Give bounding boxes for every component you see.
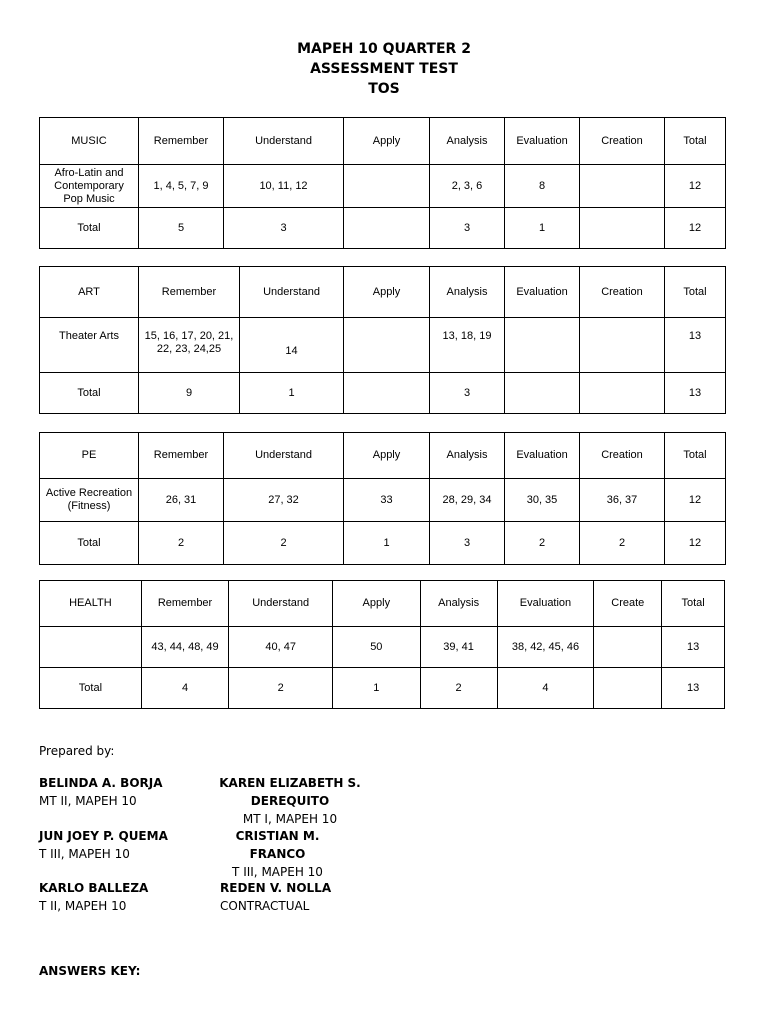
health-table	[39, 580, 725, 709]
header-cell: Understand	[229, 581, 333, 627]
table-row	[40, 479, 726, 522]
answers-key-label: ANSWERS KEY:	[39, 964, 141, 978]
table-cell	[344, 208, 430, 249]
table-total-row	[40, 522, 726, 565]
header-cell: ART	[40, 267, 139, 318]
header-cell: Remember	[139, 433, 224, 479]
table-cell: 2	[229, 668, 333, 709]
table-cell: 3	[430, 522, 505, 565]
signatory	[220, 879, 331, 915]
signatory-name: JUN JOEY P. QUEMA	[39, 829, 168, 843]
table-cell: 12	[665, 208, 726, 249]
table-cell: 50	[333, 627, 420, 668]
table-cell: 2	[505, 522, 580, 565]
prepared-by-label: Prepared by:	[39, 744, 115, 758]
table-cell: 14	[240, 318, 344, 373]
table-cell: 2	[224, 522, 344, 565]
table-cell: 33	[344, 479, 430, 522]
document-title	[0, 39, 768, 99]
signatory-role: T III, MAPEH 10	[39, 847, 130, 861]
signatory	[215, 827, 340, 881]
table-cell: 3	[430, 373, 505, 414]
table-cell: 30, 35	[505, 479, 580, 522]
header-cell: Evaluation	[505, 118, 580, 165]
table-header-row	[40, 581, 725, 627]
table-cell: 3	[430, 208, 505, 249]
signatory	[39, 879, 148, 915]
header-cell: PE	[40, 433, 139, 479]
table-cell: 28, 29, 34	[430, 479, 505, 522]
table-cell	[40, 627, 142, 668]
table-cell: Theater Arts	[40, 318, 139, 373]
table-cell: 12	[665, 165, 726, 208]
header-cell: Evaluation	[497, 581, 594, 627]
header-cell: Apply	[344, 118, 430, 165]
table-cell: 27, 32	[224, 479, 344, 522]
table-cell: 2	[139, 522, 224, 565]
header-cell: Creation	[580, 433, 665, 479]
header-cell: Analysis	[430, 267, 505, 318]
table-cell: 1	[333, 668, 420, 709]
table-cell: 2, 3, 6	[430, 165, 505, 208]
header-cell: Total	[665, 118, 726, 165]
header-cell: Understand	[224, 433, 344, 479]
music-table	[39, 117, 726, 249]
header-cell: Total	[665, 267, 726, 318]
table-cell: 10, 11, 12	[224, 165, 344, 208]
signatory	[195, 774, 385, 828]
signatory	[39, 774, 163, 810]
signatory-role: MT I, MAPEH 10	[242, 812, 338, 826]
table-total-row	[40, 373, 726, 414]
table-cell: 36, 37	[580, 479, 665, 522]
table-cell: 1, 4, 5, 7, 9	[139, 165, 224, 208]
table-cell: 9	[139, 373, 240, 414]
table-cell: 12	[665, 522, 726, 565]
header-cell: Analysis	[430, 118, 505, 165]
table-cell: 43, 44, 48, 49	[141, 627, 228, 668]
table-cell: 4	[497, 668, 594, 709]
table-cell: 26, 31	[139, 479, 224, 522]
table-cell	[344, 165, 430, 208]
table-cell: Active Recreation (Fitness)	[40, 479, 139, 522]
signatory-role: T II, MAPEH 10	[39, 899, 127, 913]
table-header-row	[40, 433, 726, 479]
header-cell: Creation	[580, 267, 665, 318]
signatory-name: BELINDA A. BORJA	[39, 776, 163, 790]
header-cell: Remember	[139, 118, 224, 165]
table-cell: 13, 18, 19	[430, 318, 505, 373]
table-header-row	[40, 267, 726, 318]
header-cell: Apply	[333, 581, 420, 627]
header-cell: HEALTH	[40, 581, 142, 627]
table-cell	[580, 373, 665, 414]
header-cell: Create	[594, 581, 662, 627]
table-cell	[344, 318, 430, 373]
table-cell	[580, 208, 665, 249]
table-row	[40, 627, 725, 668]
header-cell: Total	[662, 581, 725, 627]
table-cell: 1	[344, 522, 430, 565]
table-cell: 38, 42, 45, 46	[497, 627, 594, 668]
table-cell: 3	[224, 208, 344, 249]
header-cell: Analysis	[430, 433, 505, 479]
signatory-name: REDEN V. NOLLA	[220, 881, 332, 895]
header-cell: Remember	[141, 581, 228, 627]
header-cell: Understand	[240, 267, 344, 318]
table-cell: 13	[665, 318, 726, 373]
signatory-role: T III, MAPEH 10	[232, 865, 323, 879]
title-line-2: ASSESSMENT TEST	[310, 61, 458, 77]
table-row	[40, 165, 726, 208]
table-cell	[594, 627, 662, 668]
signatory-name: CRISTIAN M. FRANCO	[235, 829, 320, 861]
art-table	[39, 266, 726, 414]
signatory-name: KARLO BALLEZA	[39, 881, 149, 895]
table-cell	[594, 668, 662, 709]
table-cell: 12	[665, 479, 726, 522]
table-cell: 39, 41	[420, 627, 497, 668]
table-cell: 8	[505, 165, 580, 208]
header-cell: Creation	[580, 118, 665, 165]
table-cell: 13	[665, 373, 726, 414]
table-cell: 5	[139, 208, 224, 249]
table-cell	[580, 318, 665, 373]
table-cell: 2	[420, 668, 497, 709]
pe-table	[39, 432, 726, 565]
table-cell: Total	[40, 522, 139, 565]
header-cell: Evaluation	[505, 267, 580, 318]
table-cell: Afro-Latin and Contemporary Pop Music	[40, 165, 139, 208]
table-header-row	[40, 118, 726, 165]
table-cell	[505, 373, 580, 414]
signatory	[39, 827, 168, 863]
title-line-1: MAPEH 10 QUARTER 2	[297, 41, 471, 57]
signatory-role: MT II, MAPEH 10	[39, 794, 137, 808]
table-row	[40, 318, 726, 373]
table-cell: 1	[240, 373, 344, 414]
header-cell: Analysis	[420, 581, 497, 627]
table-cell: 13	[662, 668, 725, 709]
header-cell: Apply	[344, 267, 430, 318]
table-cell	[344, 373, 430, 414]
header-cell: Total	[665, 433, 726, 479]
header-cell: MUSIC	[40, 118, 139, 165]
table-cell: Total	[40, 373, 139, 414]
signatory-role: CONTRACTUAL	[220, 899, 310, 913]
table-cell: 1	[505, 208, 580, 249]
table-cell: 2	[580, 522, 665, 565]
table-cell	[580, 165, 665, 208]
table-cell: 40, 47	[229, 627, 333, 668]
header-cell: Evaluation	[505, 433, 580, 479]
table-cell: 15, 16, 17, 20, 21, 22, 23, 24,25	[139, 318, 240, 373]
table-cell: 13	[662, 627, 725, 668]
table-cell: 4	[141, 668, 228, 709]
title-line-3: TOS	[368, 81, 400, 97]
table-total-row	[40, 668, 725, 709]
table-cell: Total	[40, 668, 142, 709]
header-cell: Remember	[139, 267, 240, 318]
header-cell: Understand	[224, 118, 344, 165]
table-total-row	[40, 208, 726, 249]
table-cell	[505, 318, 580, 373]
header-cell: Apply	[344, 433, 430, 479]
table-cell: Total	[40, 208, 139, 249]
signatory-name: KAREN ELIZABETH S. DEREQUITO	[219, 776, 361, 808]
